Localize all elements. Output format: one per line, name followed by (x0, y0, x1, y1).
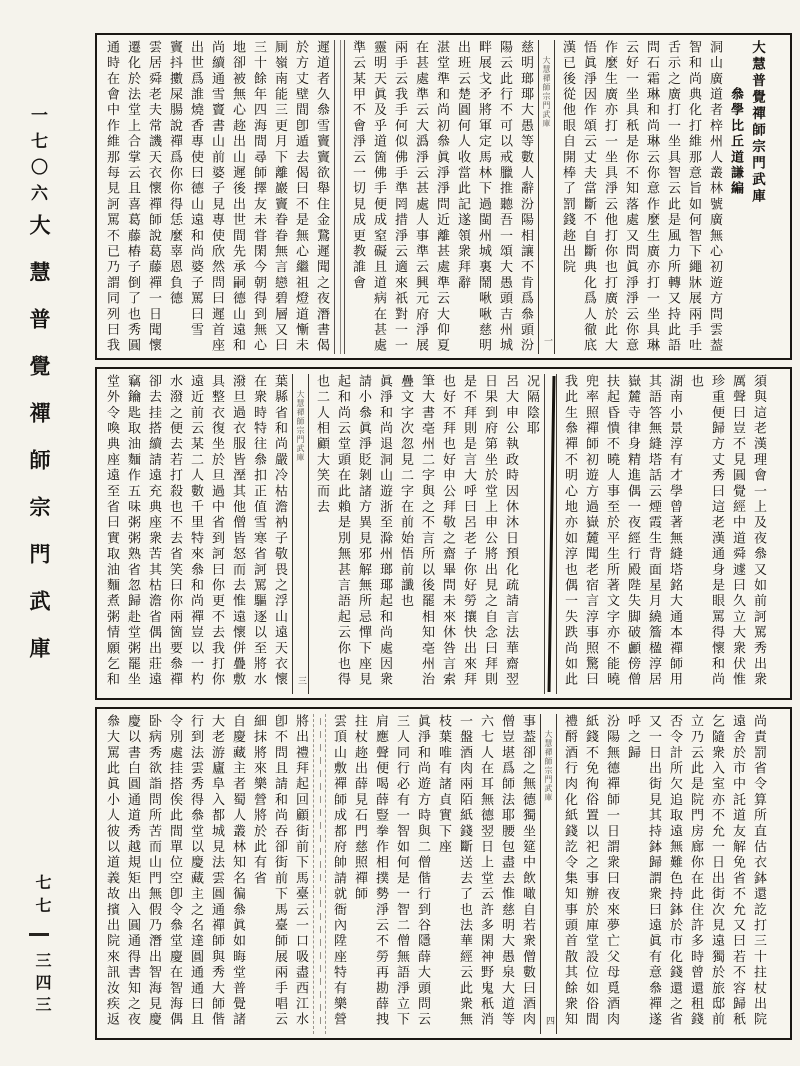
text-column: 遠近前云某二人數千里特來叅和尚禪豈以一杓 (188, 374, 203, 688)
leaf-fold-strip (313, 714, 326, 1034)
text-column: 起和尚云堂頭在此賴是別無甚言語起云你也得 (335, 374, 350, 688)
text-column: 潑旦過衣服皆溼其他僧皆怒而去惟遠懷併疊敷 (230, 374, 245, 688)
text-column: 在甚處準云大潙淨云甚處人事準云興元府淨展 (413, 40, 428, 354)
text-column: 作麼生廣亦打一坐具淨云他打你也打廣於此大 (602, 40, 617, 354)
text-column: 漢已後從他眼自開棒了罰錢趂出院 (560, 40, 575, 276)
margin-page-number-bottom: 三四三 (33, 952, 52, 1018)
text-column: 否令計所欠追取遠無難色持鉢於市化錢還之省 (667, 714, 682, 1028)
text-column: 况隔陰耶 (524, 374, 539, 437)
book-title-column: 大慧普覺禪師宗門武庫 (749, 40, 765, 205)
margin-volume-number: 一七〇六 (27, 106, 47, 210)
text-column: 拄杖趂出薛見石門慈照禪師 (352, 714, 367, 903)
text-column: 大老游廬阜入都城見法雲圓通禪師與秀大師偕 (209, 714, 224, 1028)
text-column: 陽云此行不可以戒臘推聽吾一頌大愚頭吉州城 (497, 40, 512, 354)
text-column: 竇抖擻屎腸說禪爲你你得恁麼辜恩負德 (167, 40, 182, 307)
text-column: 令別處挂搭俟此間單位空卽令叅堂慶在智海偶 (167, 714, 182, 1028)
text-column: 靈明天眞及乎道箇佛手便成窒礙且道病在甚處 (371, 40, 386, 354)
text-column: 湛堂準和尚初叅眞淨淨問近離甚處準云大仰夏 (434, 40, 449, 354)
text-column: 具整衣復坐於旦過中省到訶曰你更不去我打你 (209, 374, 224, 688)
text-column: 在衆時特往叅扣正值雪寒省訶罵驅逐以至將水 (251, 374, 266, 688)
text-column: 細抹將來樂營將於此有省 (251, 714, 266, 887)
text-column: 疊文字次忽見二字在前始悟前讖也 (398, 374, 413, 610)
text-column: 肩應聲便喝薛豎拳作相撲勢淨云不勞再勘薛拽 (373, 714, 388, 1028)
text-column: 汾陽無德禪師一日謂衆曰夜來夢亡父母覓酒肉 (604, 714, 619, 1028)
margin-page-number-top: 七七 (33, 874, 52, 920)
text-column: 眞淨和尚退洞山遊浙至滁州瑯瑘起和尚處因衆 (377, 374, 392, 688)
text-column: 是不拜則是言大呼曰呂老子你好勞攘快出來拜 (461, 374, 476, 688)
text-column: 眞淨和尚遊方時與二僧偕行到谷隱薛大頭問云 (415, 714, 430, 1028)
text-column: 洞山廣道者梓州人叢林號廣無心初遊方問雲葢 (707, 40, 722, 354)
text-column: 遲道者久叅雪竇竇欲舉住金鵞遲聞之夜潛書偈 (314, 40, 329, 354)
text-column: 雲居舜老夫常譏天衣懷禪師說葛藤禪一日聞懷 (146, 40, 161, 354)
editor-column: 叅學比丘道謙編 (728, 40, 743, 197)
text-column: 呼之歸 (625, 714, 640, 762)
text-band-bottom-columns (97, 709, 777, 1038)
text-column: 地卻被無心趂出山遲後出世間先承嗣德山遠和 (230, 40, 245, 354)
text-column: 三十餘年四海間尋師擇友未甞閑今朝得到無心 (251, 40, 266, 354)
text-band-middle-columns (97, 369, 777, 698)
text-column: 慈明瑯瑘大愚等數人辭汾陽相讓不肯爲叅頭汾 (518, 40, 533, 354)
text-column: 出世爲誰燒香專使曰德山遠和尚婆子罵曰雪 (188, 40, 203, 339)
scan-left-margin (0, 0, 95, 1066)
text-column: 日果到府第坐於堂上申公將出見之自念曰拜則 (482, 374, 497, 688)
leaf-fold-strip (540, 714, 557, 1034)
text-column: 一盤酒肉兩陌紙錢斷送去了也法華經云此衆無 (457, 714, 472, 1028)
leaf-fold-strip (538, 40, 555, 354)
text-column: 三人同行必有一智如何是一智二僧無語淨立下 (394, 714, 409, 1028)
text-column: 呂大申公執政時因休沐日預化疏請言法華齋翌 (503, 374, 518, 688)
text-column: 珍重便歸方丈秀曰這老漢通身是眼罵得懷和尚 (709, 374, 724, 688)
text-column: 準云某甲不會淨云一切見成更教誰會 (350, 40, 365, 292)
text-column: 畔展戈矛將軍定馬林下過閩州城裏鬧啾啾慈明 (476, 40, 491, 354)
text-column: 卽不問且請和尚吞卻街前下馬臺師展兩手唱云 (272, 714, 287, 1028)
text-column: 舌示之廣打一坐具智云此是風力所轉又持此語 (665, 40, 680, 354)
text-column: 尚續通雪竇書山前婆子見專使欣然問曰遲首座 (209, 40, 224, 354)
margin-divider-dash (29, 933, 49, 936)
text-column: 嶽麓寺律身精進偶一夜經行殿陛失脚破顱傍僧 (625, 374, 640, 688)
text-column: 湖南小景淳有才學曾著無縫塔銘大通本禪師用 (667, 374, 682, 688)
text-column: 叅大罵此眞小人彼以道義故擯出院來訊汝疾返 (104, 714, 119, 1028)
text-column: 六七人在耳無德翌日上堂云許多閑神野鬼秖消 (478, 714, 493, 1028)
text-column: 紙錢不免徇俗置以祀之事辦於庫堂設位如俗間 (583, 714, 598, 1028)
text-column: 出班云楚圓何人收當此記遂領衆拜辭 (455, 40, 470, 292)
text-column: 厲聲曰豈不見圓覺經中道舜遽曰久立大衆伏惟 (730, 374, 745, 688)
text-column: 厠嶺南能三更月下離巖竇眷眷無言戀碧層又曰 (272, 40, 287, 354)
text-column: 事葢卻之無德獨坐筵中飲噉自若衆僧數曰酒肉 (520, 714, 535, 1028)
content-frame (95, 33, 792, 1040)
fold-title-text: 大慧禪師宗門武庫 (542, 56, 551, 128)
text-column: 竊鑰匙取油麵作五味粥粥熟省忽歸赴堂粥罷坐 (125, 374, 140, 688)
text-column: 須與這老漢理會一上及夜叅又如前訶罵秀出衆 (751, 374, 766, 688)
text-column: 又一日出街見其持鉢歸謂衆曰遠眞有意叅禪遂 (646, 714, 661, 1028)
text-column: 也 (688, 374, 703, 390)
text-column: 乞隨衆入室亦不允一日出街次見遠獨於旅邸前 (709, 714, 724, 1028)
leaf-fold-strip (334, 40, 345, 354)
text-column: 於方丈壁間卽遁去偈曰不是無心繼祖燈道慚未 (293, 40, 308, 354)
text-column: 葉縣省和尚嚴冷枯澹衲子敬畏之浮山遠天衣懷 (272, 374, 287, 688)
text-column: 雲頂山敷禪師成都府帥請就衙內陞座特有樂營 (331, 714, 346, 1028)
text-column: 也好不拜也好申公拜敬之齋畢問未來休咎言索 (440, 374, 455, 688)
fold-title-text: 大慧禪師宗門武庫 (296, 390, 305, 462)
text-column: 慶以書白圓通道秀越規矩出入圓通得書知之夜 (125, 714, 140, 1028)
fold-page-number: 四 (544, 1016, 554, 1025)
text-column: 筆大書亳州二字與之不言所以後罷相知亳州治 (419, 374, 434, 688)
margin-book-title: 大慧普覺禪師宗門武庫 (27, 214, 51, 684)
text-column: 通時在會中作維那每見訶罵不已乃謂同列曰我 (104, 40, 119, 354)
text-column: 堂外令喚典座遠至省曰實取油麵煮粥情願乞和 (104, 374, 119, 688)
text-column: 遠舍於市中託道友解免省不允又曰若不容歸秖 (730, 714, 745, 1028)
fold-page-number: 一 (542, 336, 552, 345)
text-column: 我此生叅禪不明心地亦如淳也偶一失跌尚如此 (562, 374, 577, 688)
text-column: 自慶藏主者蜀人叢林知名徧叅眞如晦堂普覺諸 (230, 714, 245, 1028)
text-column: 遷化於法堂上合掌云且喜葛藤樁子倒了也秀圓 (125, 40, 140, 354)
text-column: 問石霜琳和尚琳云你意作麼生廣亦打一坐具琳 (644, 40, 659, 354)
text-band-middle (95, 367, 792, 700)
fold-page-number: 三 (296, 676, 306, 685)
text-band-bottom (95, 707, 792, 1040)
text-band-top (95, 33, 792, 360)
text-column: 兜率照禪師初遊方過嶽麓聞老宿言淳事照驚曰 (583, 374, 598, 688)
text-column: 立乃云此是院門房廊你在此住許多時曾還租錢 (688, 714, 703, 1028)
text-column: 智和尚典化打維那意旨如何智下繩牀展兩手吐 (686, 40, 701, 354)
leaf-fold-strip (544, 374, 557, 694)
text-column: 兩手云我手何似佛手準罔措淨云適來祇對一一 (392, 40, 407, 354)
text-column: 扶起昏憒不曉人事至於平生所著文字亦不能曉 (604, 374, 619, 688)
text-column: 卻去挂搭續請遠充典座衆苦其枯澹省偶出莊遠 (146, 374, 161, 688)
text-column: 云好一坐具秖是你不知落處又問眞淨淨云你意 (623, 40, 638, 354)
text-column: 尚責罰省令算所直估衣鉢還訖打三十拄杖出院 (751, 714, 766, 1028)
text-column: 也二人相顧大笑而去 (314, 374, 329, 516)
text-column: 僧豈堪爲師法耶腰包盡去惟慈明大愚泉大道等 (499, 714, 514, 1028)
leaf-fold-strip (292, 374, 309, 694)
fold-title-text: 大慧禪師宗門武庫 (544, 730, 553, 802)
text-column: 禮酹酒行肉化紙錢訖令集知事頭首散其餘衆知 (562, 714, 577, 1028)
text-band-top-columns (97, 35, 775, 358)
text-column: 請小叅眞淨貶剝諸方異見邪解無所忌憚下座見 (356, 374, 371, 688)
text-column: 水潑之便去若打殺也不去省笑曰你兩箇要叅禪 (167, 374, 182, 688)
text-column: 將出禮拜起回顧街前下馬臺云一口吸盡西江水 (293, 714, 308, 1028)
text-column: 其語答無縫塔話云煙霞生背面星月繞簷楹淳居 (646, 374, 661, 688)
text-column: 行到法雲秀得叅堂以慶藏主之名達圓通通曰且 (188, 714, 203, 1028)
text-column: 悟眞淨因作頌云丈夫當斷不自斷典化爲人徹底 (581, 40, 596, 354)
text-column: 枝葉唯有諸貞實下座 (436, 714, 451, 856)
text-column: 卧病秀欲詣問所苦而山門無假乃潛出智海見慶 (146, 714, 161, 1028)
